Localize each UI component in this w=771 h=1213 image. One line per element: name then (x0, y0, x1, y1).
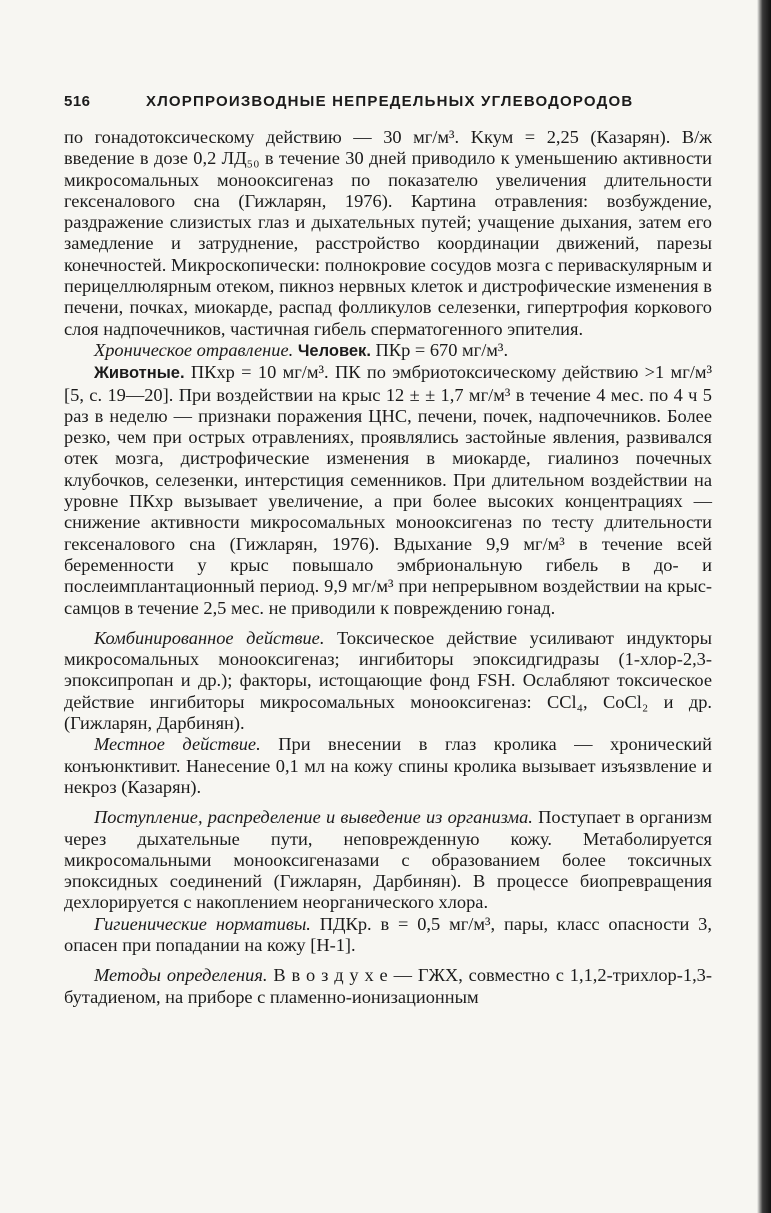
paragraph-combined-action (64, 628, 712, 734)
intake-text: Поступает в организм через дыхательные пути, неповрежденную кожу. Метаболируется микросомальными монооксигеназами с образованием более токсичных эпоксидных соединений (Гижларян, Дарбинян). В процессе биопревращения дехлорируется с накоплением неорганического хлора. (64, 807, 713, 913)
page-body (64, 127, 712, 1008)
section-lead-hygienic: Гигиенические нормативы. (94, 913, 311, 934)
section-lead-chronic: Хроническое отравление. (94, 339, 294, 360)
paragraph-methods (64, 965, 712, 1008)
paragraph-animals (64, 362, 712, 619)
book-page (64, 93, 712, 1008)
animals-text: ПКхр = 10 мг/м³. ПК по эмбриотоксическому действию >1 мг/м³ [5, с. 19—20]. При воздействии на крыс 12 ± ± 1,7 мг/м³ в течение 4 мес. по 4 ч 5 раз в неделю — признаки поражения ЦНС, печени, почек, надпочечников. Более резко, чем при острых отравлениях, проявлялись застойные явления, развивался отек мозга, дистрофические изменения в миокарде, гиалиноз почечных клубочков, селезенки, интерстиция семенников. При длительном воздействии на уровне ПКхр вызывает увеличение, а при более высоких концентрациях — снижение активности микросомальных монооксигеназ по тесту длительности гексеналового сна (Гижларян, 1976). Вдыхание 9,9 мг/м³ в течение всей беременности у крыс повышало эмбриональную гибель в до- и послеимплантационный период. 9,9 мг/м³ при непрерывном воздействии на крыс-самцов в течение 2,5 мес. не приводили к повреждению гонад. (64, 362, 712, 618)
subject-animals: Животные. (94, 364, 185, 383)
section-lead-intake: Поступление, распределение и выведение из организма. (94, 807, 533, 828)
paragraph-hygienic-norms (64, 914, 712, 957)
subject-human: Человек. (297, 341, 371, 360)
methods-text: В в о з д у х е — ГЖХ, совместно с 1,1,2-трихлор-1,3-бутадиеном, на приборе с пламенно-ионизационным (64, 965, 712, 1007)
local-action-text: При внесении в глаз кролика — хронический конъюнктивит. Нанесение 0,1 мл на кожу спины кролика вызывает изъязвление и некроз (Казарян). (64, 734, 712, 797)
running-title: ХЛОРПРОИЗВОДНЫЕ НЕПРЕДЕЛЬНЫХ УГЛЕВОДОРОДОВ (146, 93, 634, 110)
hygienic-text: ПДКр. в = 0,5 мг/м³, пары, класс опасности 3, опасен при попадании на кожу [Н-1]. (64, 913, 712, 955)
section-lead-methods: Методы определения. (94, 965, 268, 986)
chronic-human-text: ПКр = 670 мг/м³. (375, 339, 509, 360)
paragraph-local-action (64, 734, 712, 798)
running-header (64, 93, 712, 115)
paragraph-intake-distribution (64, 807, 712, 913)
page-number: 516 (64, 93, 91, 110)
section-lead-local: Местное действие. (94, 734, 261, 755)
page-edge-shadow (757, 0, 771, 1213)
paragraph-acute-continued: по гонадотоксическому действию — 30 мг/м³. Kкум = 2,25 (Казарян). В/ж введение в дозе 0,2 ЛД₅₀ в течение 30 дней приводило к уменьшению активности микросомальных монооксигеназ по показателю увеличения длительности гексеналового сна (Гижларян, 1976). Картина отравления: возбуждение, раздражение слизистых глаз и дыхательных путей; учащение дыхания, затем его замедление и затруднение, расстройство координации движений, парезы конечностей. Микроскопически: полнокровие сосудов мозга с периваскулярным и перицеллюлярным отеком, пикноз нервных клеток и дистрофические изменения в печени, почках, миокарде, распад фолликулов селезенки, гипертрофия коркового слоя надпочечников, частичная гибель сперматогенного эпителия. (64, 127, 712, 339)
paragraph-chronic-poisoning (64, 340, 712, 362)
combined-action-text: Токсическое действие усиливают индукторы микросомальных монооксигеназ; ингибиторы эпоксидгидразы (1-хлор-2,3-эпоксипропан и др.); факторы, истощающие фонд FSH. Ослабляют токсическое действие ингибиторы микросомальных монооксигеназ: CCl₄, CoCl₂ и др. (Гижларян, Дарбинян). (64, 627, 712, 734)
section-lead-combined: Комбинированное действие. (94, 627, 325, 648)
